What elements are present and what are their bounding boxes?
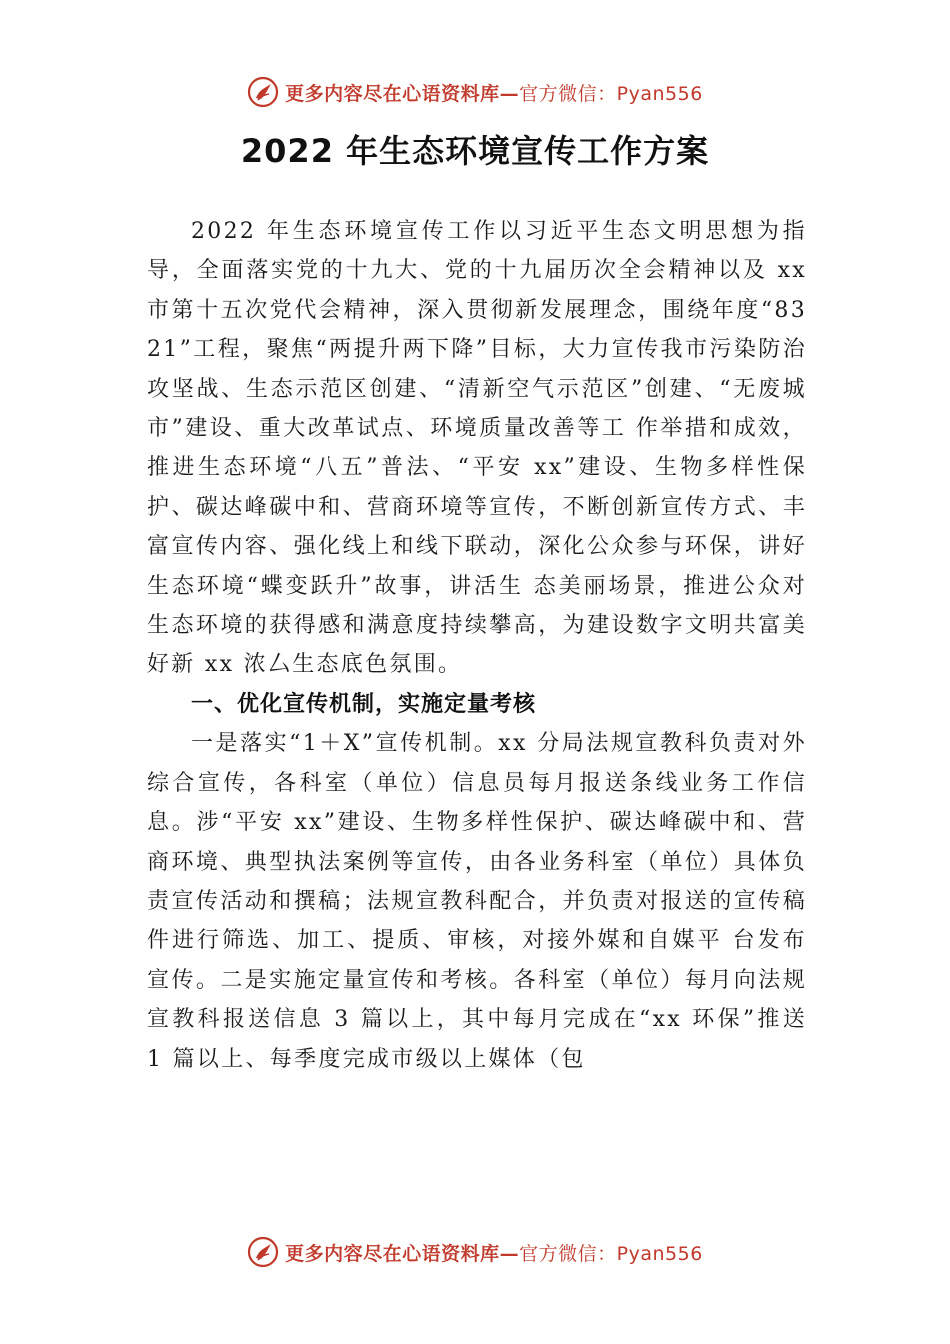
flame-seal-icon	[247, 1236, 279, 1268]
section-1-heading: 一、优化宣传机制，实施定量考核	[191, 691, 537, 717]
document-body	[147, 212, 807, 1079]
section-1-paragraph: 一是落实“1＋X”宣传机制。xx 分局法规宣教科负责对外综合宣传，各科室（单位）信息员每月报送条线业务工作信息。涉“平安 xx”建设、生物多样性保护、碳达峰碳中和、营商环境、典型执法案例等宣传，由各业务科室（单位）具体负责宣传活动和撰稿；法规宣教科配合，并负责对报送的宣传稿件进行筛选、加工、提质、审核，对接外媒和自媒平 台发布宣传。二是实施定量宣传和考核。各科室（单位）每月向法规宣教科报送信息 3 篇以上，其中每月完成在“xx 环保”推送 1 篇以上、每季度完成市级以上媒体（包	[147, 731, 807, 1072]
footer-watermark-main: 更多内容尽在心语资料库—	[285, 1242, 520, 1265]
header-watermark-banner	[0, 72, 950, 112]
header-watermark-text	[285, 79, 703, 106]
footer-watermark-banner	[0, 1232, 950, 1272]
intro-paragraph: 2022 年生态环境宣传工作以习近平生态文明思想为指导，全面落实党的十九大、党的十九届历次全会精神以及 xx 市第十五次党代会精神，深入贯彻新发展理念，围绕年度“8321”工程，聚焦“两提升两下降”目标，大力宣传我市污染防治攻坚战、生态示范区创建、“清新空气示范区”创建、“无废城市”建设、重大改革试点、环境质量改善等工 作举措和成效，推进生态环境“八五”普法、“平安 xx”建设、生物多样性保护、碳达峰碳中和、营商环境等宣传，不断创新宣传方式、丰富宣传内容、强化线上和线下联动，深化公众参与环保，讲好生态环境“蝶变跃升”故事，讲活生 态美丽场景，推进公众对生态环境的获得感和满意度持续攀高，为建设数字文明共富美好新 xx 浓厶生态底色氛围。	[147, 219, 807, 678]
footer-watermark-text	[285, 1239, 703, 1266]
document-title: 2022 年生态环境宣传工作方案	[240, 132, 710, 170]
flame-seal-icon	[247, 76, 279, 108]
header-watermark-wechat: 官方微信：Pyan556	[519, 82, 703, 105]
header-watermark-main: 更多内容尽在心语资料库—	[285, 82, 520, 105]
footer-watermark-wechat: 官方微信：Pyan556	[519, 1242, 703, 1265]
